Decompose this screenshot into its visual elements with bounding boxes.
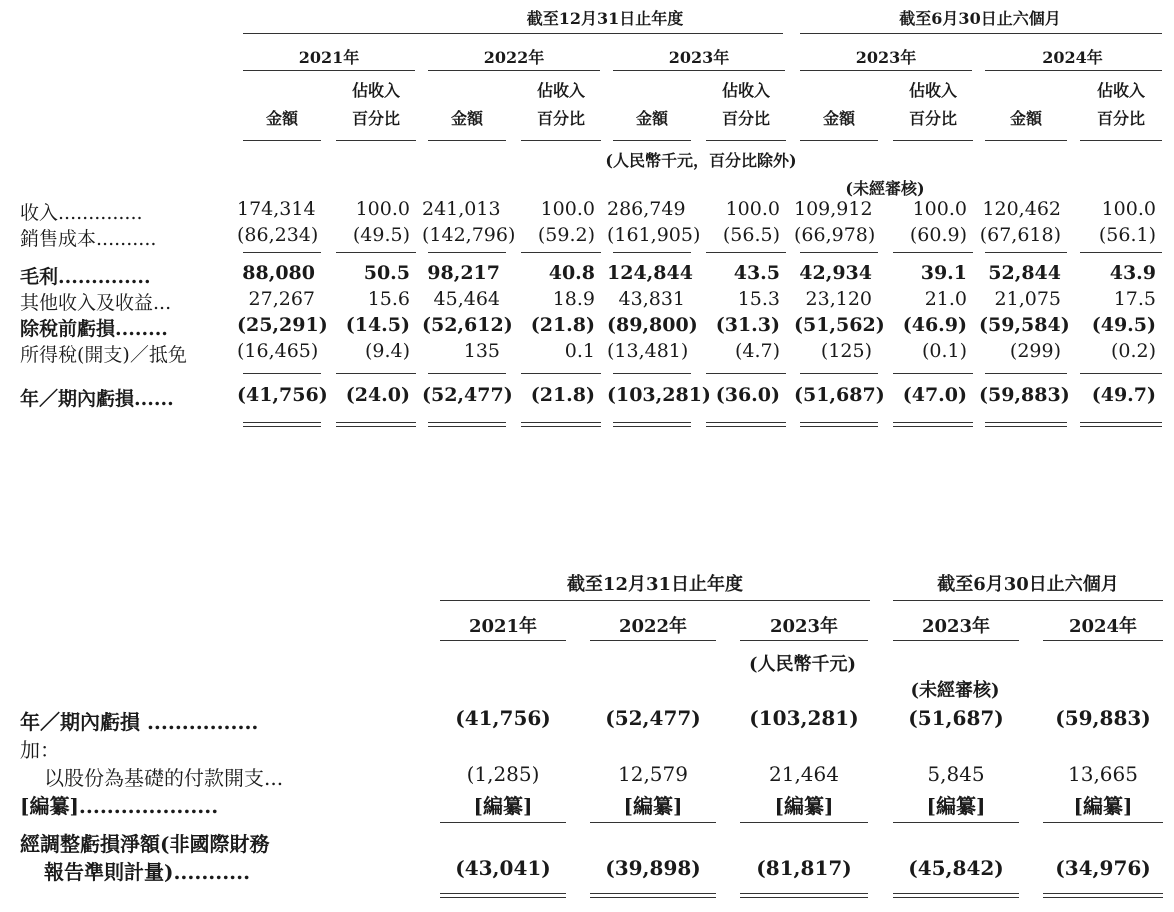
amount-cell: 21,075 [994,288,1061,310]
row-label: 除稅前虧損........ [20,318,168,340]
row-label: 加： [20,738,60,762]
pct-col-header-line1: 佔收入 [351,81,400,100]
pct-col-header [706,80,786,130]
amount-cell: 27,267 [248,288,315,310]
subtotal-rule [613,252,691,253]
pct-cell: (46.9) [902,314,967,336]
amount-cell: 88,080 [242,262,315,284]
subheader-rule [428,140,506,141]
amount-cell: (41,756) [455,706,551,730]
year-header: 2023年 [668,48,730,67]
amount-cell: (81,817) [756,856,852,880]
row-label: 年／期內虧損...... [20,388,174,410]
amount-cell: (52,477) [422,384,513,406]
year-rule [428,70,600,71]
amount-cell: 135 [463,340,500,362]
subtotal-rule [613,373,691,374]
total-double-rule [590,893,716,898]
total-double-rule [740,893,868,898]
pct-cell: (59.2) [537,224,595,246]
total-double-rule [428,422,506,427]
subtotal-rule [440,822,566,823]
amount-cell: (59,883) [979,384,1070,406]
subheader-rule [706,140,786,141]
amount-cell: (16,465) [237,340,319,362]
pct-cell: 21.0 [924,288,967,310]
amount-cell: (103,281) [749,706,859,730]
year-rule [800,70,972,71]
header-six-month: 截至6月30日止六個月 [937,574,1119,595]
subtotal-rule [706,252,786,253]
amount-cell: (13,481) [607,340,689,362]
redacted-cell: [編纂] [623,794,683,818]
header-rule [800,33,1162,34]
amount-cell: 12,579 [618,762,688,786]
redacted-cell: [編纂] [473,794,533,818]
pct-cell: (21.8) [530,384,595,406]
pct-cell: (21.8) [530,314,595,336]
subtotal-rule [893,373,973,374]
amount-cell: (41,756) [237,384,328,406]
year-header: 2024年 [1068,616,1138,637]
amount-cell: (51,687) [794,384,885,406]
total-double-rule [521,422,601,427]
subtotal-rule [521,373,601,374]
amount-cell: 5,845 [927,762,985,786]
header-rule [243,33,783,34]
row-label: 毛利.............. [20,266,151,288]
total-double-rule [243,422,321,427]
pct-cell: (36.0) [715,384,780,406]
subtotal-rule [1043,822,1163,823]
subtotal-rule [800,373,878,374]
pct-col-header-line1: 佔收入 [536,81,585,100]
pct-cell: (14.5) [345,314,410,336]
subheader-rule [893,140,973,141]
subtotal-rule [893,822,1019,823]
unit-note: (人民幣千元，百分比除外) [605,151,797,170]
total-double-rule [336,422,416,427]
pct-cell: 100.0 [355,198,410,220]
amount-cell: (86,234) [237,224,319,246]
year-rule [613,70,785,71]
pct-cell: 0.1 [564,340,595,362]
amount-cell: (142,796) [422,224,516,246]
total-double-rule [706,422,786,427]
subtotal-rule [893,252,973,253]
amount-cell: (125) [820,340,872,362]
amount-col-header: 金額 [265,109,298,128]
amount-cell: 42,934 [799,262,872,284]
amount-cell: (39,898) [605,856,701,880]
pct-col-header-line2: 百分比 [908,109,957,128]
header-rule [893,600,1163,601]
total-double-rule [800,422,878,427]
pct-col-header-line2: 百分比 [721,109,770,128]
year-header: 2023年 [921,616,991,637]
year-rule [440,640,566,641]
amount-cell: (25,291) [237,314,328,336]
year-rule [243,70,415,71]
pct-cell: 100.0 [912,198,967,220]
pct-cell: (0.2) [1110,340,1156,362]
amount-cell: (43,041) [455,856,551,880]
amount-cell: (51,562) [794,314,885,336]
subheader-rule [985,140,1067,141]
subtotal-rule [521,252,601,253]
year-header: 2021年 [298,48,360,67]
pct-cell: 100.0 [1101,198,1156,220]
year-rule [1043,640,1163,641]
subtotal-rule [985,373,1067,374]
pct-cell: (49.5) [352,224,410,246]
redacted-cell: [編纂] [1073,794,1133,818]
amount-cell: (59,883) [1055,706,1151,730]
pct-cell: (4.7) [734,340,780,362]
row-label: 經調整虧損淨額(非國際財務 [20,832,270,856]
pct-cell: (49.5) [1091,314,1156,336]
row-label: 年／期內虧損 ................ [20,710,259,734]
subtotal-rule [336,373,416,374]
pct-col-header [521,80,601,130]
amount-cell: 124,844 [607,262,693,284]
redacted-cell: [編纂] [774,794,834,818]
pct-cell: (56.5) [722,224,780,246]
amount-cell: (1,285) [466,762,540,786]
subtotal-rule [590,822,716,823]
pct-cell: 18.9 [552,288,595,310]
year-header: 2021年 [468,616,538,637]
pct-col-header-line2: 百分比 [536,109,585,128]
subtotal-rule [243,252,321,253]
pct-cell: 100.0 [725,198,780,220]
amount-cell: 13,665 [1068,762,1138,786]
row-label: 其他收入及收益... [20,292,172,314]
year-rule [740,640,868,641]
row-label: 所得稅(開支)／抵免 [20,344,187,366]
unaudited-note: (未經審核) [910,680,1000,701]
year-rule [893,640,1019,641]
pct-cell: (56.1) [1098,224,1156,246]
amount-cell: (59,584) [979,314,1070,336]
year-rule [985,70,1162,71]
pct-col-header [336,80,416,130]
amount-cell: (89,800) [607,314,698,336]
subtotal-rule [1080,373,1162,374]
amount-cell: (52,612) [422,314,513,336]
pct-col-header-line2: 百分比 [1096,109,1145,128]
amount-cell: 286,749 [607,198,686,220]
subheader-rule [800,140,878,141]
amount-cell: 45,464 [433,288,500,310]
row-label: 報告準則計量)........... [44,860,251,884]
amount-cell: 23,120 [805,288,872,310]
amount-col-header: 金額 [822,109,855,128]
unit-note: (人民幣千元) [748,654,857,675]
pct-col-header-line1: 佔收入 [1096,81,1145,100]
amount-cell: (67,618) [979,224,1061,246]
pct-cell: (31.3) [715,314,780,336]
amount-cell: (45,842) [908,856,1004,880]
subheader-rule [243,140,321,141]
amount-cell: 241,013 [422,198,501,220]
total-double-rule [893,422,973,427]
year-header: 2022年 [618,616,688,637]
row-label: 收入.............. [20,202,143,224]
subtotal-rule [740,822,868,823]
pct-cell: 100.0 [540,198,595,220]
amount-cell: 21,464 [769,762,839,786]
subtotal-rule [1080,252,1162,253]
row-label: [編纂].................... [20,794,219,818]
header-full-year: 截至12月31日止年度 [526,9,684,28]
pct-col-header-line2: 百分比 [351,109,400,128]
header-full-year: 截至12月31日止年度 [566,574,744,595]
amount-cell: 98,217 [427,262,500,284]
subheader-rule [613,140,691,141]
redacted-cell: [編纂] [926,794,986,818]
amount-cell: 52,844 [988,262,1061,284]
amount-col-header: 金額 [635,109,668,128]
pct-col-header [893,80,973,130]
amount-cell: 120,462 [982,198,1061,220]
subtotal-rule [336,252,416,253]
amount-cell: (34,976) [1055,856,1151,880]
amount-cell: (51,687) [908,706,1004,730]
subtotal-rule [243,373,321,374]
pct-cell: (9.4) [364,340,410,362]
row-label: 以股份為基礎的付款開支... [44,766,284,790]
amount-col-header: 金額 [450,109,483,128]
amount-cell: (161,905) [607,224,701,246]
amount-cell: 43,831 [618,288,685,310]
pct-cell: 43.9 [1109,262,1156,284]
total-double-rule [985,422,1067,427]
amount-cell: (299) [1009,340,1061,362]
total-double-rule [1043,893,1163,898]
subheader-rule [336,140,416,141]
year-header: 2023年 [855,48,917,67]
subheader-rule [1080,140,1162,141]
header-rule [440,600,870,601]
amount-cell: 174,314 [237,198,316,220]
amount-cell: 109,912 [794,198,873,220]
pct-cell: 40.8 [548,262,595,284]
subtotal-rule [706,373,786,374]
unaudited-note: (未經審核) [845,179,925,198]
total-double-rule [440,893,566,898]
subtotal-rule [428,252,506,253]
year-header: 2024年 [1042,48,1103,67]
pct-cell: 43.5 [733,262,780,284]
year-header: 2023年 [769,616,839,637]
total-double-rule [1080,422,1162,427]
year-header: 2022年 [483,48,545,67]
subtotal-rule [800,252,878,253]
total-double-rule [613,422,691,427]
subtotal-rule [428,373,506,374]
subtotal-rule [985,252,1067,253]
row-label: 銷售成本.......... [20,228,157,250]
pct-col-header-line1: 佔收入 [908,81,957,100]
pct-cell: (24.0) [345,384,410,406]
amount-col-header: 金額 [1009,109,1042,128]
pct-cell: (0.1) [921,340,967,362]
pct-cell: (47.0) [902,384,967,406]
subheader-rule [521,140,601,141]
pct-cell: 15.6 [367,288,410,310]
pct-cell: (49.7) [1091,384,1156,406]
pct-cell: 15.3 [737,288,780,310]
pct-cell: 50.5 [363,262,410,284]
header-six-month: 截至6月30日止六個月 [899,9,1061,28]
total-double-rule [893,893,1019,898]
pct-cell: 39.1 [920,262,967,284]
year-rule [590,640,716,641]
amount-cell: (66,978) [794,224,876,246]
pct-col-header [1080,80,1162,130]
pct-cell: 17.5 [1113,288,1156,310]
pct-col-header-line1: 佔收入 [721,81,770,100]
pct-cell: (60.9) [909,224,967,246]
amount-cell: (103,281) [607,384,711,406]
amount-cell: (52,477) [605,706,701,730]
